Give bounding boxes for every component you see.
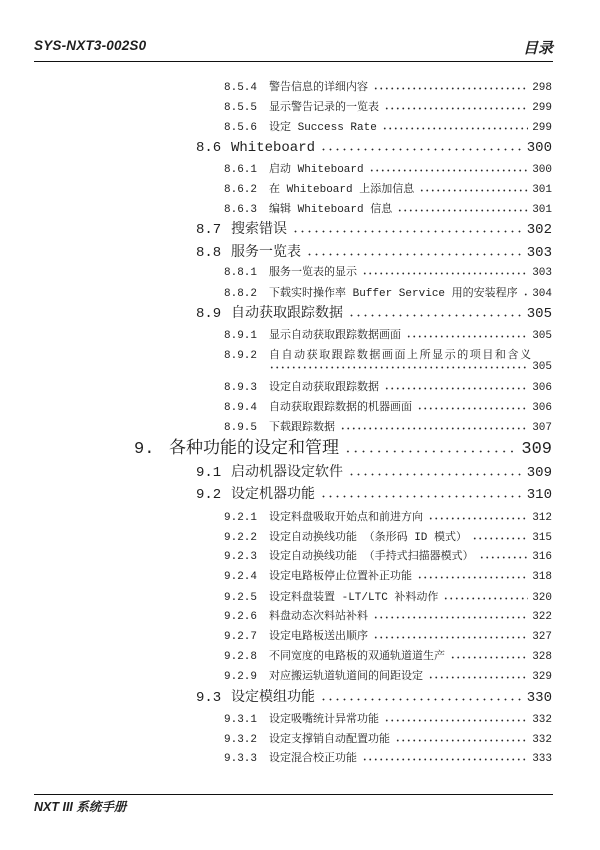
toc-entry-page: 329 bbox=[532, 671, 552, 683]
toc-entry-page: 300 bbox=[526, 140, 552, 156]
toc-entry-page: 327 bbox=[532, 631, 552, 643]
toc-dot-leader bbox=[344, 443, 517, 453]
toc-subsection-entry bbox=[224, 569, 552, 585]
header-section-title: 目录 bbox=[522, 39, 553, 57]
toc-dot-leader bbox=[373, 83, 528, 90]
toc-dot-leader bbox=[443, 593, 528, 600]
toc-entry-page: 322 bbox=[532, 611, 552, 623]
toc-chapter-entry bbox=[134, 440, 552, 460]
toc-entry-line bbox=[224, 712, 552, 728]
toc-entry-page: 299 bbox=[532, 102, 552, 114]
toc-entry-number: 9.2.9 bbox=[224, 671, 258, 683]
toc-entry-page: 305 bbox=[532, 361, 552, 373]
toc-section-entry bbox=[196, 244, 552, 262]
toc-entry-line bbox=[134, 440, 552, 460]
toc-subsection-entry bbox=[224, 712, 552, 728]
toc-dot-leader bbox=[348, 468, 523, 476]
toc-section-entry bbox=[196, 139, 552, 157]
toc-subsection-entry bbox=[224, 120, 552, 136]
toc-entry-line bbox=[224, 530, 552, 546]
toc-dot-leader bbox=[382, 123, 528, 130]
toc-entry-title: Whiteboard bbox=[231, 140, 316, 156]
toc-subsection-entry bbox=[224, 549, 552, 565]
toc-subsection-entry bbox=[224, 162, 552, 178]
toc-entry-page: 307 bbox=[532, 422, 552, 434]
toc-entry-number: 8.9.5 bbox=[224, 422, 258, 434]
toc-dot-leader bbox=[395, 735, 528, 742]
toc-entry-line bbox=[224, 400, 552, 416]
toc-dot-leader bbox=[292, 225, 523, 233]
toc-subsection-entry bbox=[224, 348, 552, 378]
toc-entry-title: 在 Whiteboard 上添加信息 bbox=[269, 184, 415, 196]
toc-entry-page: 318 bbox=[532, 571, 552, 583]
toc-entry-number: 9. bbox=[134, 440, 155, 459]
toc-entry-line bbox=[224, 549, 552, 565]
toc-entry-line bbox=[224, 751, 552, 767]
toc-entry-page: 305 bbox=[532, 330, 552, 342]
toc-subsection-entry bbox=[224, 732, 552, 748]
toc-subsection-entry bbox=[224, 80, 552, 96]
toc-entry-page: 310 bbox=[526, 487, 552, 503]
toc-entry-number: 8.6.1 bbox=[224, 164, 258, 176]
toc-entry-page: 306 bbox=[532, 382, 552, 394]
toc-entry-title: 编辑 Whiteboard 信息 bbox=[269, 204, 393, 216]
toc-entry-title: 设定支撑销自动配置功能 bbox=[269, 734, 390, 746]
toc-entry-title: 设定料盘吸取开始点和前进方向 bbox=[269, 512, 423, 524]
toc-subsection-entry bbox=[224, 530, 552, 546]
toc-subsection-entry bbox=[224, 510, 552, 526]
toc-entry-line bbox=[224, 569, 552, 585]
toc-entry-page: 316 bbox=[532, 551, 552, 563]
toc-entry-number: 8.8 bbox=[196, 245, 222, 261]
toc-entry-number: 8.9 bbox=[196, 306, 222, 322]
toc-entry-number: 8.9.1 bbox=[224, 330, 258, 342]
toc-subsection-entry bbox=[224, 669, 552, 685]
toc-dot-leader bbox=[362, 754, 528, 761]
toc-entry-number: 9.1 bbox=[196, 465, 222, 481]
toc-dot-leader bbox=[472, 533, 528, 540]
toc-entry-title: 警告信息的详细内容 bbox=[269, 82, 368, 94]
toc-dot-leader bbox=[479, 552, 529, 559]
toc-entry-title: 自自动获取跟踪数据画面上所显示的项目和含义 bbox=[269, 350, 533, 362]
toc-subsection-entry bbox=[224, 286, 552, 302]
toc-section-entry bbox=[196, 689, 552, 707]
toc-entry-line bbox=[224, 202, 552, 218]
toc-entry-title: 显示自动获取跟踪数据画面 bbox=[269, 330, 401, 342]
toc-section-entry bbox=[196, 305, 552, 323]
toc-entry-title: 服务一览表 bbox=[231, 245, 301, 261]
toc-entry-page: 312 bbox=[532, 512, 552, 524]
toc-entry-title: 设定电路板送出顺序 bbox=[269, 631, 368, 643]
toc-entry-page: 305 bbox=[526, 306, 552, 322]
toc-entry-line bbox=[224, 732, 552, 748]
toc-entry-page: 330 bbox=[526, 690, 552, 706]
toc-entry-title: 下载跟踪数据 bbox=[269, 422, 335, 434]
toc-dot-leader bbox=[320, 693, 523, 701]
toc-dot-leader bbox=[269, 362, 528, 369]
toc-entry-title: 启动机器设定软件 bbox=[231, 465, 343, 481]
toc-entry-line bbox=[196, 139, 552, 157]
toc-entry-number: 9.2.1 bbox=[224, 512, 258, 524]
toc-entry-page: 309 bbox=[526, 465, 552, 481]
toc-entry-line bbox=[224, 649, 552, 665]
toc-dot-leader bbox=[397, 205, 528, 212]
toc-entry-number: 9.2.6 bbox=[224, 611, 258, 623]
toc-entry-title: 设定自动换线功能 （条形码 ID 模式） bbox=[269, 532, 468, 544]
toc-entry-page: 301 bbox=[532, 184, 552, 196]
toc-subsection-entry bbox=[224, 649, 552, 665]
toc-entry-line bbox=[224, 100, 552, 116]
toc-subsection-entry bbox=[224, 328, 552, 344]
toc-dot-leader bbox=[417, 403, 528, 410]
toc-entry-number: 9.2.2 bbox=[224, 532, 258, 544]
toc-entry-line bbox=[224, 510, 552, 526]
toc-subsection-entry bbox=[224, 400, 552, 416]
toc-entry-page: 298 bbox=[532, 82, 552, 94]
footer-manual-title: NXT III 系统手册 bbox=[34, 800, 127, 814]
toc-entry-page: 306 bbox=[532, 402, 552, 414]
toc-entry-number: 8.7 bbox=[196, 222, 222, 238]
toc-entry-number: 8.5.4 bbox=[224, 82, 258, 94]
toc-entry-number: 9.2.5 bbox=[224, 592, 258, 604]
toc-entry-page: 332 bbox=[532, 714, 552, 726]
toc-entry-title: 搜索错误 bbox=[231, 222, 287, 238]
toc-entry-title: 设定模组功能 bbox=[231, 690, 315, 706]
toc-entry-title: 设定料盘装置 -LT/LTC 补料动作 bbox=[269, 592, 439, 604]
toc-entry-title: 自动获取跟踪数据的机器画面 bbox=[269, 402, 412, 414]
toc-entry-title: 对应搬运轨道轨道间的间距设定 bbox=[269, 671, 423, 683]
toc-subsection-entry bbox=[224, 629, 552, 645]
toc-entry-line bbox=[196, 305, 552, 323]
toc-entry-number: 8.9.4 bbox=[224, 402, 258, 414]
toc-entry-title: 启动 Whiteboard bbox=[269, 164, 364, 176]
toc-entry-title: 设定电路板停止位置补正功能 bbox=[269, 571, 412, 583]
toc-entry-title: 下载实时操作率 Buffer Service 用的安装程序 bbox=[269, 288, 518, 300]
toc-entry-line bbox=[196, 221, 552, 239]
toc-dot-leader bbox=[428, 513, 528, 520]
toc-entry-title: 设定 Success Rate bbox=[269, 122, 377, 134]
toc-entry-line bbox=[224, 328, 552, 344]
toc-entry-title: 不同宽度的电路板的双通轨道道生产 bbox=[269, 651, 445, 663]
toc-entry-line bbox=[224, 120, 552, 136]
toc-entry-page: 333 bbox=[532, 753, 552, 765]
toc-dot-leader bbox=[373, 632, 528, 639]
toc-entry-number: 9.2 bbox=[196, 487, 222, 503]
toc-dot-leader bbox=[384, 715, 528, 722]
toc-entry-number: 9.2.7 bbox=[224, 631, 258, 643]
header-document-id: SYS-NXT3-002S0 bbox=[34, 38, 147, 53]
toc-entry-number: 8.9.3 bbox=[224, 382, 258, 394]
toc-entry-number: 9.3 bbox=[196, 690, 222, 706]
toc-subsection-entry bbox=[224, 265, 552, 281]
toc-entry-number: 8.8.1 bbox=[224, 267, 258, 279]
toc-entry-line bbox=[224, 669, 552, 685]
toc-entry-number: 8.5.6 bbox=[224, 122, 258, 134]
toc-entry-line bbox=[224, 162, 552, 178]
toc-section-entry bbox=[196, 221, 552, 239]
toc-entry-page: 320 bbox=[532, 592, 552, 604]
toc-entry-line bbox=[269, 359, 552, 375]
toc-entry-number: 8.6 bbox=[196, 140, 222, 156]
toc-subsection-entry bbox=[224, 380, 552, 396]
toc-subsection-entry bbox=[224, 751, 552, 767]
toc-entry-page: 302 bbox=[526, 222, 552, 238]
toc-dot-leader bbox=[306, 248, 523, 256]
toc-entry-number: 8.9.2 bbox=[224, 350, 258, 362]
toc-entry-number: 8.6.2 bbox=[224, 184, 258, 196]
toc-entry-number: 9.3.3 bbox=[224, 753, 258, 765]
toc-entry-line bbox=[196, 464, 552, 482]
toc-dot-leader bbox=[384, 383, 528, 390]
toc-dot-leader bbox=[417, 572, 528, 579]
toc-entry-line bbox=[196, 486, 552, 504]
toc-entry-number: 9.2.4 bbox=[224, 571, 258, 583]
toc-entry-number: 9.3.1 bbox=[224, 714, 258, 726]
toc-dot-leader bbox=[348, 309, 523, 317]
toc-entry-title: 设定吸嘴统计异常功能 bbox=[269, 714, 379, 726]
toc-entry-number: 8.8.2 bbox=[224, 288, 258, 300]
toc-entry-title: 设定混合校正功能 bbox=[269, 753, 357, 765]
toc-entry-title: 各种功能的设定和管理 bbox=[169, 440, 339, 459]
toc-entry-page: 328 bbox=[532, 651, 552, 663]
footer-rule bbox=[34, 794, 553, 795]
toc-entry-line bbox=[224, 182, 552, 198]
toc-entry-page: 300 bbox=[532, 164, 552, 176]
toc-dot-leader bbox=[369, 165, 529, 172]
toc-entry-page: 303 bbox=[532, 267, 552, 279]
toc-subsection-entry bbox=[224, 609, 552, 625]
toc-entry-title: 料盘动态次料站补料 bbox=[269, 611, 368, 623]
toc-subsection-entry bbox=[224, 590, 552, 606]
toc-entry-line bbox=[224, 380, 552, 396]
toc-dot-leader bbox=[373, 612, 528, 619]
toc-subsection-entry bbox=[224, 182, 552, 198]
toc-dot-leader bbox=[340, 423, 528, 430]
toc-entry-line bbox=[196, 689, 552, 707]
toc-entry-line bbox=[224, 590, 552, 606]
toc-section-entry bbox=[196, 486, 552, 504]
toc-entry-page: 303 bbox=[526, 245, 552, 261]
toc-dot-leader bbox=[428, 672, 528, 679]
toc-entry-title: 显示警告记录的一览表 bbox=[269, 102, 379, 114]
toc-entry-title: 设定自动获取跟踪数据 bbox=[269, 382, 379, 394]
toc-entry-number: 9.3.2 bbox=[224, 734, 258, 746]
toc-entry-page: 309 bbox=[521, 440, 552, 459]
toc-dot-leader bbox=[419, 185, 528, 192]
toc-entry-page: 315 bbox=[532, 532, 552, 544]
toc-subsection-entry bbox=[224, 100, 552, 116]
toc-entry-number: 8.6.3 bbox=[224, 204, 258, 216]
toc-dot-leader bbox=[362, 268, 528, 275]
toc-entry-page: 332 bbox=[532, 734, 552, 746]
toc-dot-leader bbox=[320, 490, 523, 498]
toc-dot-leader bbox=[384, 103, 528, 110]
toc-entry-number: 9.2.3 bbox=[224, 551, 258, 563]
toc-entry-number: 8.5.5 bbox=[224, 102, 258, 114]
toc-dot-leader bbox=[320, 143, 523, 151]
toc-subsection-entry bbox=[224, 202, 552, 218]
toc-entry-page: 301 bbox=[532, 204, 552, 216]
toc-entry-line bbox=[224, 609, 552, 625]
toc-entry-page: 304 bbox=[532, 288, 552, 300]
toc-entry-title: 设定自动换线功能 （手持式扫描器模式） bbox=[269, 551, 474, 563]
toc-subsection-entry bbox=[224, 420, 552, 436]
toc-entry-line bbox=[224, 420, 552, 436]
toc-entry-line bbox=[224, 286, 552, 302]
toc-entry-page: 299 bbox=[532, 122, 552, 134]
toc-entry-title: 服务一览表的显示 bbox=[269, 267, 357, 279]
toc-entry-line bbox=[224, 629, 552, 645]
toc-dot-leader bbox=[450, 652, 528, 659]
toc-entry-title: 设定机器功能 bbox=[231, 487, 315, 503]
toc-entry-title: 自动获取跟踪数据 bbox=[231, 306, 343, 322]
toc-entry-line bbox=[224, 80, 552, 96]
toc-entry-number: 9.2.8 bbox=[224, 651, 258, 663]
toc-entry-line bbox=[196, 244, 552, 262]
toc-dot-leader bbox=[406, 331, 528, 338]
toc-dot-leader bbox=[523, 289, 529, 296]
toc-section-entry bbox=[196, 464, 552, 482]
toc-entry-line bbox=[224, 265, 552, 281]
